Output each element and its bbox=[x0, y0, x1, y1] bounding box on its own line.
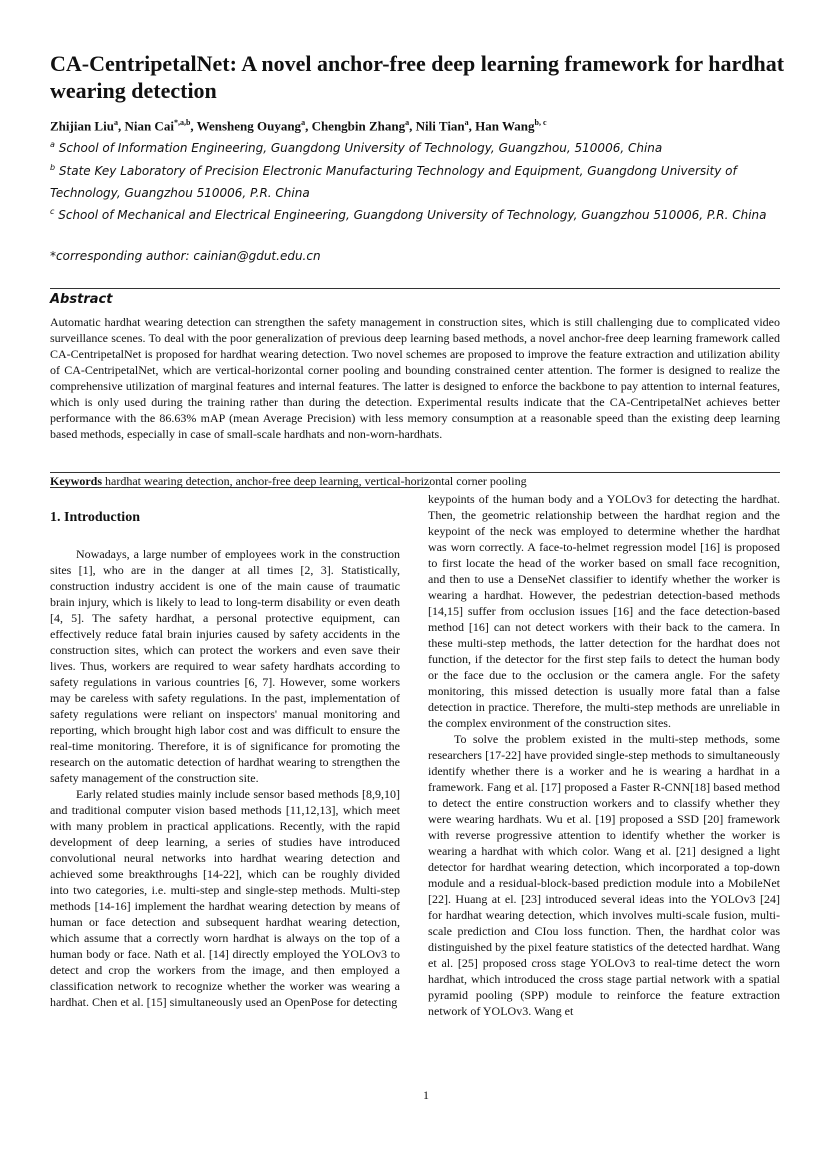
affiliation-text: School of Information Engineering, Guangdong University of Technology, Guangzhou, 510006, China bbox=[58, 141, 663, 155]
affiliation-sup: b bbox=[50, 163, 56, 172]
author-name: Nian Cai bbox=[124, 118, 174, 134]
paragraph: Nowadays, a large number of employees work in the construction sites [1], who are in the danger at all times [2, 3]. Statistically, construction industry accident is one of the main cause of traumatic brain injury, which is likely to lead to long-term disability or even death [4, 5]. The safety hardhat, a personal protective equipment, can effectively reduce fatal brain injuries caused by safety accidents in the construction sites, which can protect the workers and even save their lives. Thus, workers are required to wear safety hardhats according to safety regulations in various countries [6, 7]. However, some workers may be careless with safety regulations. In the past, implementation of safety regulations were reliant on inspectors' manual monitoring and reporting, which brought high labor cost and was difficult to ensure the real-time monitoring. Therefore, it is of significance for promoting the research on the automatic detection of hardhat wearing to strengthen the safety management of the construction site. bbox=[50, 547, 400, 785]
keywords-bottom-rule bbox=[50, 487, 430, 488]
paper-title: CA-CentripetalNet: A novel anchor-free deep learning framework for hardhat wearing detection bbox=[50, 51, 785, 103]
author-name: Wensheng Ouyang bbox=[196, 118, 302, 134]
abstract-heading: Abstract bbox=[50, 292, 113, 307]
author-sup: *,a,b bbox=[173, 118, 191, 127]
corresponding-author: *corresponding author: cainian@gdut.edu.cn bbox=[50, 249, 321, 263]
author-name: Nili Tian bbox=[415, 118, 465, 134]
paragraph: To solve the problem existed in the multi-step methods, some researchers [17-22] have provided single-step methods to simultaneously identify whether there is a worker and he is wearing a hardhat in a framework. Fang et al. [17] proposed a Faster R-CNN[18] based method to detect the entire construction workers and to classify whether they were wearing hardhats. Wu et al. [19] proposed a SSD [20] framework with reverse progressive attention to identify whether the worker is wearing a hardhat with which color. Wang et al. [21] designed a light detector for hardhat wearing detection, which incorporated a top-down module and a residual-block-based prediction module into a MobileNet [22]. Huang at el. [23] introduced several ideas into the YOLOv3 [24] for hardhat wearing detection, which involves multi-scale fusion, multi-scale prediction and CIou loss function. Then, the hardhat color was distinguished by the pixel feature statistics of the detected hardhat. Wang et al. [25] proposed cross stage YOLOv3 to real-time detect the worn hardhat, which introduced the cross stage partial network with a spatial pyramid pooling (SPP) module to reinforce the feature extraction network of YOLOv3. Wang et bbox=[428, 732, 780, 1018]
author-list: Zhijian Liu$^a$, Nian Cai$^{*,a,b}$, Wensheng Ouyang$^a$, Chengbin Zhang$^a$, Nili Tian$^a$, Han Wang$^{b, c}$ bbox=[50, 118, 547, 134]
keywords-text: hardhat wearing detection, anchor-free deep learning, vertical-horizontal corner pooling bbox=[105, 474, 527, 488]
affiliation-sup: c bbox=[50, 207, 55, 216]
author-name: Zhijian Liu bbox=[50, 118, 114, 134]
author-sup: a bbox=[301, 118, 306, 127]
abstract-top-rule bbox=[50, 288, 780, 289]
author-sup: a bbox=[113, 118, 118, 127]
affiliation-text: School of Mechanical and Electrical Engineering, Guangdong University of Technology, Guangzhou 510006, P.R. China bbox=[58, 208, 767, 222]
page-number: 1 bbox=[423, 1088, 429, 1102]
affiliation-c bbox=[50, 201, 785, 226]
right-column bbox=[428, 491, 780, 1019]
author-name: Chengbin Zhang bbox=[311, 118, 406, 134]
keywords-label: Keywords bbox=[50, 474, 102, 488]
affiliation-a bbox=[50, 134, 785, 159]
author-sup: b, c bbox=[534, 118, 547, 127]
affiliation-sup: a bbox=[50, 140, 55, 149]
author-name: Han Wang bbox=[475, 118, 535, 134]
paragraph: Early related studies mainly include sensor based methods [8,9,10] and traditional computer vision based methods [11,12,13], which meet with many problem in practical applications. Recently, with the rapid development of deep learning, a series of studies have introduced convolutional neural networks into hardhat wearing detection and achieved some breakthroughs [14-22], which can be roughly divided into two categories, i.e. multi-step and single-step methods. Multi-step methods [14-16] implement the hardhat wearing detection by means of human or face detection and subsequent hardhat wearing detection, which assume that a correctly worn hardhat is always on the top of a human body or face. Nath et al. [14] directly employed the YOLOv3 to detect and crop the workers from the image, and then employed a classification network to recognize whether the worker was wearing a hardhat. Chen et al. [15] simultaneously used an OpenPose for detecting bbox=[50, 787, 400, 1009]
abstract-text: Automatic hardhat wearing detection can strengthen the safety management in construction sites, which is still challenging due to complicated video surveillance scenes. To deal with the poor generalization of previous deep learning based methods, a novel anchor-free deep learning framework called CA-CentripetalNet is proposed for hardhat wearing detection. Two novel schemes are proposed to improve the feature extraction and utilization ability of CA-CentripetalNet, which are vertical-horizontal corner pooling and bounding constrained center attention. The former is designed to realize the comprehensive utilization of marginal features and internal features. The latter is designed to enforce the backbone to pay attention to internal features, which is only used during the training rather than during the detection. Experimental results indicate that the CA-CentripetalNet achieves better performance with the 86.63% mAP (mean Average Precision) with less memory consumption at a reasonable speed than the existing deep learning based methods, especially in case of small-scale hardhats and non-worn-hardhats. bbox=[50, 315, 780, 441]
affiliation-b bbox=[50, 157, 785, 204]
section-heading: 1. Introduction bbox=[50, 510, 140, 525]
author-sup: a bbox=[405, 118, 410, 127]
author-sup: a bbox=[464, 118, 469, 127]
keywords-rule bbox=[50, 472, 780, 473]
left-column bbox=[50, 510, 400, 1010]
paragraph: keypoints of the human body and a YOLOv3 for detecting the hardhat. Then, the geometric relationship between the hardhat region and the keypoint of the neck was employed to determine whether the hardhat was worn correctly. A face-to-helmet regression model [16] is proposed to first locate the head of the worker based on small face recognition, and then to use a DenseNet classifier to identify whether the worker is wearing a hardhat. However, the pedestrian detection-based methods [14,15] suffer from occlusion issues [16] and the face detection-based method [16] can not detect workers with their back to the camera. In these multi-step methods, the latter detection for the hardhat does not function, if the detector for the first step fails to detect the human body or the face due to the occlusion or the camera angle. For the safety monitoring, this missed detection is usually more fatal than a false detection in practice. Therefore, the multi-step methods are unreliable in the complex environment of the construction sites. bbox=[428, 492, 780, 730]
affiliation-text: State Key Laboratory of Precision Electronic Manufacturing Technology and Equipment, Guangdong University of Technology, Guangzhou 510006, P.R. China bbox=[50, 164, 737, 200]
